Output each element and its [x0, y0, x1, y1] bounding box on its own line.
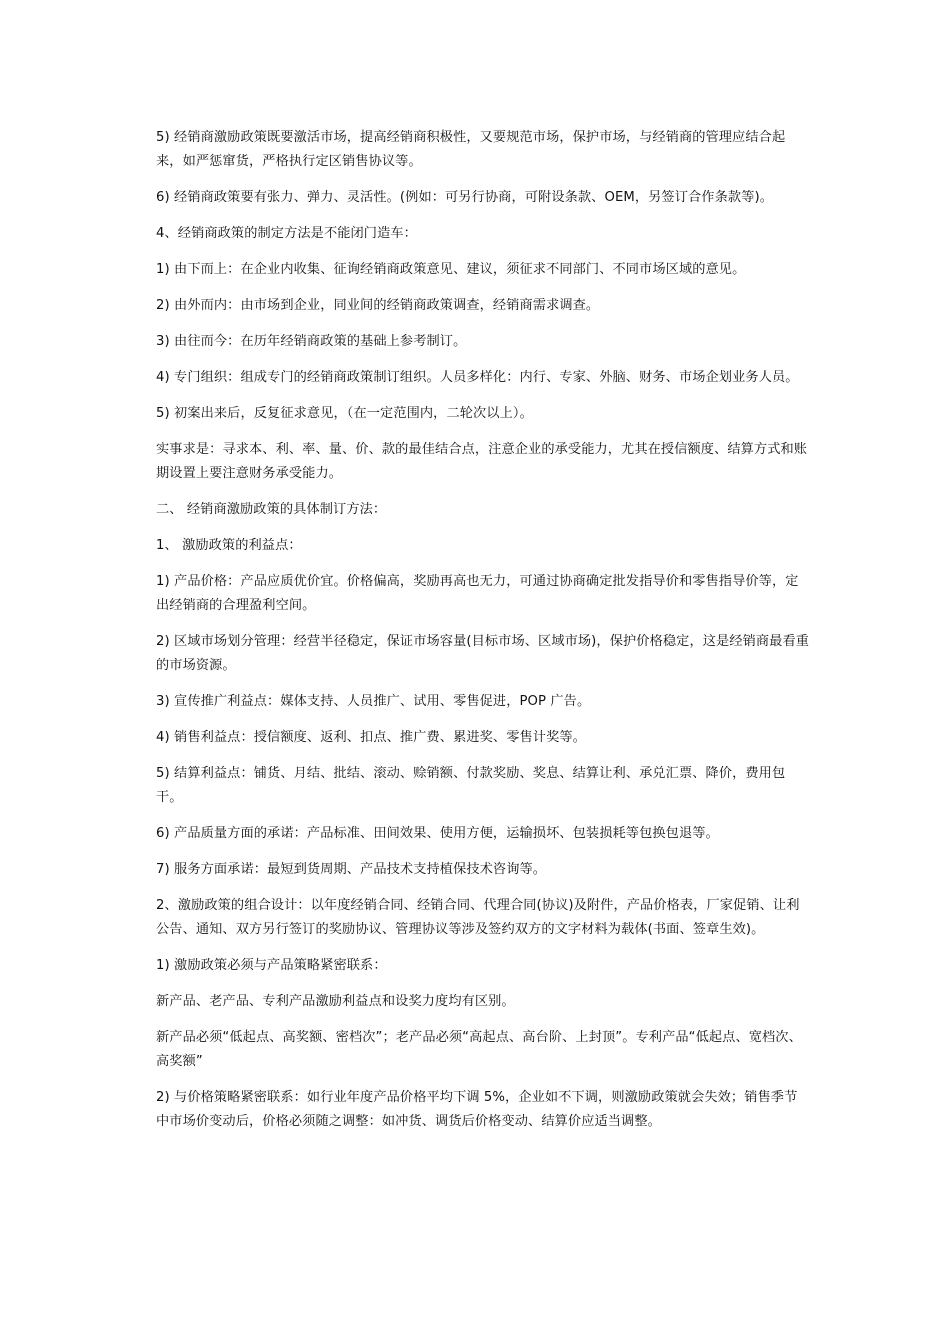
- document-body: [142, 126, 810, 1146]
- section-heading-specific-methods: 二、 经销商激励政策的具体制订方法：: [156, 502, 387, 517]
- paragraph-past-to-present: 3) 由往而今：在历年经销商政策的基础上参考制订。: [156, 334, 467, 349]
- paragraph-product-differences: 新产品、老产品、专利产品激励利益点和设奖力度均有区别。: [156, 994, 515, 1009]
- paragraph-policy-activate-market: 5) 经销商激励政策既要激活市场，提高经销商积极性，又要规范市场，保护市场，与经销商的管理应结合起来，如严惩窜货，严格执行定区销售协议等。: [156, 130, 786, 169]
- paragraph-sales-benefits: 4) 销售利益点：授信额度、返利、扣点、推广费、累进奖、零售计奖等。: [156, 730, 586, 745]
- paragraph-special-organization: 4) 专门组织：组成专门的经销商政策制订组织。人员多样化：内行、专家、外脑、财务、市场企划业务人员。: [156, 370, 799, 385]
- paragraph-draft-feedback: 5) 初案出来后，反复征求意见，（在一定范围内，二轮次以上）。: [156, 406, 533, 421]
- paragraph-quality-commitment: 6) 产品质量方面的承诺：产品标准、田间效果、使用方便，运输损坏、包装损耗等包换包退等。: [156, 826, 719, 841]
- paragraph-product-strategy-link: 1) 激励政策必须与产品策略紧密联系：: [156, 958, 387, 973]
- paragraph-regional-market: 2) 区域市场划分管理：经营半径稳定，保证市场容量(目标市场、区域市场)，保护价格稳定，这是经销商最看重的市场资源。: [156, 634, 810, 673]
- paragraph-seek-truth: 实事求是：寻求本、利、率、量、价、款的最佳结合点，注意企业的承受能力，尤其在授信额度、结算方式和账期设置上要注意财务承受能力。: [156, 442, 808, 481]
- paragraph-price-strategy-link: 2) 与价格策略紧密联系：如行业年度产品价格平均下调 5%，企业如不下调，则激励政策就会失效；销售季节中市场价变动后，价格必须随之调整：如冲货、调货后价格变动、结算价应适当调整。: [156, 1090, 798, 1129]
- section-heading-formulation-method: 4、经销商政策的制定方法是不能闭门造车：: [156, 226, 417, 241]
- paragraph-combination-design: 2、激励政策的组合设计：以年度经销合同、经销合同、代理合同(协议)及附件，产品价格表，厂家促销、让利公告、通知、双方另行签订的奖励协议、管理协议等涉及签约双方的文字材料为载体(书面、签章生效)。: [156, 898, 800, 937]
- paragraph-outside-in: 2) 由外而内：由市场到企业，同业间的经销商政策调查，经销商需求调查。: [156, 298, 600, 313]
- paragraph-bottom-up: 1) 由下而上：在企业内收集、征询经销商政策意见、建议，须征求不同部门、不同市场区域的意见。: [156, 262, 746, 277]
- paragraph-policy-flexibility: 6) 经销商政策要有张力、弹力、灵活性。(例如：可另行协商，可附设条款、OEM，另签订合作条款等)。: [156, 190, 773, 205]
- paragraph-product-incentive-rules: 新产品必须“低起点、高奖额、密档次”；老产品必须“高起点、高台阶、上封顶”。专利产品“低起点、宽档次、高奖额”: [156, 1030, 802, 1069]
- subheading-incentive-benefits: 1、 激励政策的利益点：: [156, 538, 302, 553]
- paragraph-product-price: 1) 产品价格：产品应质优价宜。价格偏高，奖励再高也无力，可通过协商确定批发指导价和零售指导价等，定出经销商的合理盈利空间。: [156, 574, 799, 613]
- paragraph-service-commitment: 7) 服务方面承诺：最短到货周期、产品技术支持植保技术咨询等。: [156, 862, 547, 877]
- paragraph-promotion-benefits: 3) 宣传推广利益点：媒体支持、人员推广、试用、零售促进，POP 广告。: [156, 694, 591, 709]
- paragraph-settlement-benefits: 5) 结算利益点：铺货、月结、批结、滚动、赊销额、付款奖励、奖息、结算让利、承兑汇票、降价，费用包干。: [156, 766, 786, 805]
